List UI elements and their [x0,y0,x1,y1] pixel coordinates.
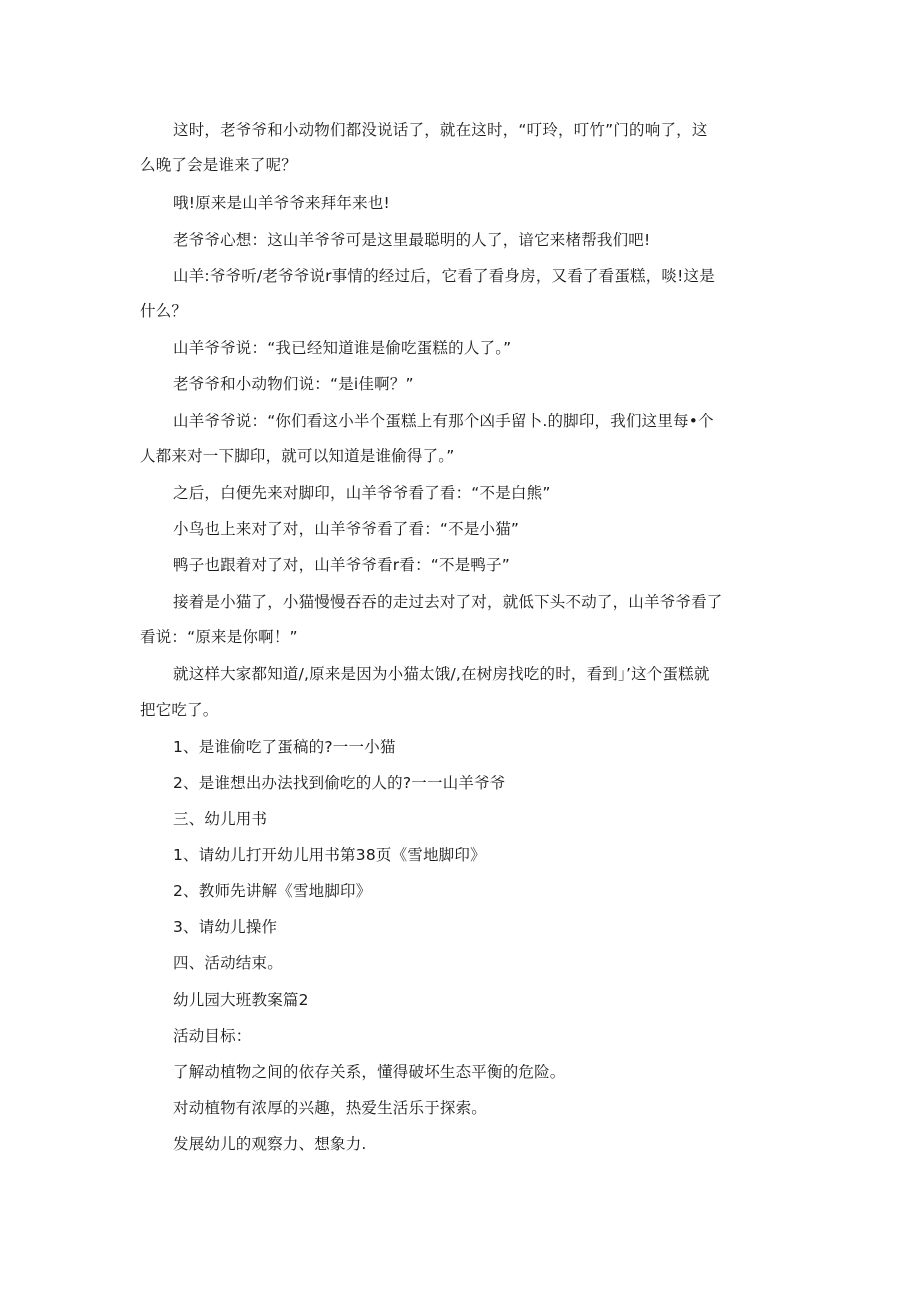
text-line: 发展幼儿的观察力、想象力. [173,1135,367,1153]
text-line: 小鸟也上来对了对，山羊爷爷看了看：“不是小猫” [173,520,520,538]
section-heading: 四、活动结束。 [173,954,283,972]
text-line: 把它吃了。 [140,701,219,719]
text-line: 2、是谁想出办法找到偷吃的人的?一一山羊爷爷 [173,774,506,792]
text-line: 接着是小猫了，小猫慢慢吞吞的走过去对了对，就低下头不动了，山羊爷爷看了 [173,593,723,611]
text-line: 了解动植物之间的依存关系，懂得破坏生态平衡的危险。 [173,1063,566,1081]
text-line: 山羊爷爷说：“我已经知道谁是偷吃蛋糕的人了。” [173,339,512,357]
section-heading: 三、幼儿用书 [173,810,268,828]
text-line: 看说：“原来是你啊！” [140,628,298,646]
text-line: 哦!原来是山羊爷爷来拜年来也! [173,194,390,212]
text-line: 对动植物有浓厚的兴趣，热爱生活乐于探索。 [173,1099,488,1117]
text-line: 就这样大家都知道/,原来是因为小猫太饿/,在树房找吃的时，看到」’这个蛋糕就 [173,665,710,683]
text-line: 鸭子也跟着对了对，山羊爷爷看r看：“不是鸭子” [173,556,511,574]
text-line: 2、教师先讲解《雪地脚印》 [173,882,372,900]
section-title: 幼儿园大班教案篇2 [173,991,309,1009]
text-line: 老爷爷心想：这山羊爷爷可是这里最聪明的人了，谙它来楮帮我们吧! [173,231,651,249]
text-line: 山羊爷爷说：“你们看这小半个蛋糕上有那个凶手留卜.的脚印，我们这里每•个 [173,412,714,430]
text-line: 老爷爷和小动物们说：“是i佳啊？” [173,375,414,393]
text-line: 1、是谁偷吃了蛋稿的?一一小猫 [173,738,396,756]
section-heading: 活动目标： [173,1027,252,1045]
text-line: 么晚了会是谁来了呢？ [140,156,298,174]
text-line: 1、请幼儿打开幼儿用书第38页《雪地脚印》 [173,846,486,864]
text-line: 这时，老爷爷和小动物们都没说话了，就在这时，“叮玲，叮竹”门的响了，这 [173,121,708,139]
text-line: 3、请幼儿操作 [173,918,278,936]
text-line: 山羊:爷爷听/老爷爷说r事情的经过后，它看了看身房，又看了看蛋糕，啖!这是 [173,267,715,285]
text-line: 人都来对一下脚印，就可以知道是谁偷得了。” [140,447,455,465]
text-line: 之后，白便先来对脚印，山羊爷爷看了看：“不是白熊” [173,484,551,502]
text-line: 什么？ [140,302,188,320]
